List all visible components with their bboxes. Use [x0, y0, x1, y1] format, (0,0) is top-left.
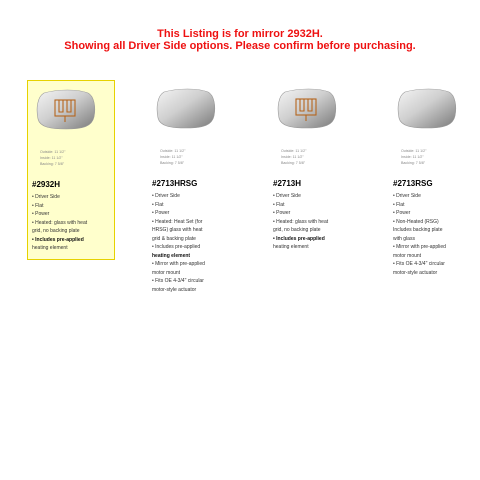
feature-list: [273, 192, 357, 252]
dimension-line: Outside: 11 1/2": [160, 149, 186, 153]
feature-item: • Includes pre-applied: [32, 236, 84, 243]
feature-list: [152, 192, 236, 294]
mirror-dimensions: [401, 148, 465, 166]
product-card[interactable]: [389, 80, 477, 276]
mirror-image[interactable]: [397, 88, 457, 130]
feature-item: motor-style actuator: [393, 269, 438, 276]
feature-item: • Heated: glass with heat: [273, 218, 329, 225]
feature-item: • Flat: [152, 201, 164, 208]
feature-list: [32, 193, 116, 253]
feature-item: • Includes pre-applied: [152, 244, 201, 250]
feature-item: heating element: [32, 245, 68, 251]
dimension-line: Backing: 7 5/8": [40, 162, 65, 166]
dimension-line: Inside: 11 1/2": [160, 155, 183, 159]
product-card[interactable]: [27, 80, 115, 260]
dimension-line: Inside: 11 1/2": [40, 156, 63, 160]
feature-item: • Power: [273, 210, 291, 216]
part-number[interactable]: #2713RSG: [393, 179, 433, 188]
feature-item: grid, no backing plate: [32, 228, 80, 234]
mirror-dimensions: [40, 149, 104, 167]
feature-item: motor mount: [393, 252, 422, 259]
feature-item: HRSG) glass with heat: [152, 227, 203, 233]
feature-list: [393, 192, 477, 277]
part-number[interactable]: #2932H: [32, 180, 61, 189]
feature-item: motor-style actuator: [152, 286, 197, 293]
dimension-line: Backing: 7 5/8": [401, 161, 426, 165]
feature-item: • Flat: [393, 201, 405, 208]
feature-item: • Heated: Heat Set (for: [152, 218, 203, 225]
dimension-line: Inside: 11 1/2": [401, 155, 424, 159]
feature-item: • Driver Side: [393, 193, 421, 199]
feature-item: • Driver Side: [152, 193, 180, 199]
dimension-line: Outside: 11 1/2": [281, 149, 307, 153]
dimension-line: Outside: 11 1/2": [40, 150, 66, 154]
driver-side-notice: Showing all Driver Side options. Please confirm before purchasing.: [64, 40, 416, 52]
dimension-line: Inside: 11 1/2": [281, 155, 304, 159]
listing-notice: This Listing is for mirror 2932H.: [157, 28, 323, 40]
mirror-image[interactable]: [156, 88, 216, 130]
mirror-image[interactable]: [277, 88, 337, 130]
feature-item: • Power: [393, 210, 411, 216]
feature-item: grid & backing plate: [152, 235, 196, 242]
feature-item: • Power: [152, 210, 170, 216]
feature-item: • Mirror with pre-applied: [393, 244, 446, 250]
feature-item: heating element: [152, 252, 191, 259]
feature-item: • Driver Side: [273, 193, 301, 199]
feature-item: • Non-Heated (RSG): [393, 218, 439, 225]
feature-item: with glass: [393, 235, 415, 242]
product-card[interactable]: [269, 80, 357, 260]
feature-item: • Includes pre-applied: [273, 235, 325, 242]
feature-item: motor mount: [152, 269, 181, 276]
product-card[interactable]: [148, 80, 236, 293]
mirror-dimensions: [160, 148, 224, 166]
feature-item: • Flat: [32, 202, 44, 209]
feature-item: • Power: [32, 211, 50, 217]
dimension-line: Outside: 11 1/2": [401, 149, 427, 153]
feature-item: • Fits OE 4-3/4" circular: [393, 261, 445, 267]
dimension-line: Backing: 7 5/8": [160, 161, 185, 165]
feature-item: • Heated: glass with heat: [32, 219, 88, 226]
dimension-line: Backing: 7 5/8": [281, 161, 306, 165]
mirror-dimensions: [281, 148, 345, 166]
feature-item: • Flat: [273, 201, 285, 208]
mirror-image[interactable]: [36, 89, 96, 131]
part-number[interactable]: #2713H: [273, 179, 302, 188]
feature-item: • Fits OE 4-3/4" circular: [152, 278, 204, 284]
feature-item: heating element: [273, 244, 309, 250]
part-number[interactable]: #2713HRSG: [152, 179, 198, 188]
feature-item: grid, no backing plate: [273, 227, 321, 233]
feature-item: • Driver Side: [32, 194, 60, 200]
feature-item: • Mirror with pre-applied: [152, 261, 205, 267]
feature-item: Includes backing plate: [393, 227, 443, 233]
